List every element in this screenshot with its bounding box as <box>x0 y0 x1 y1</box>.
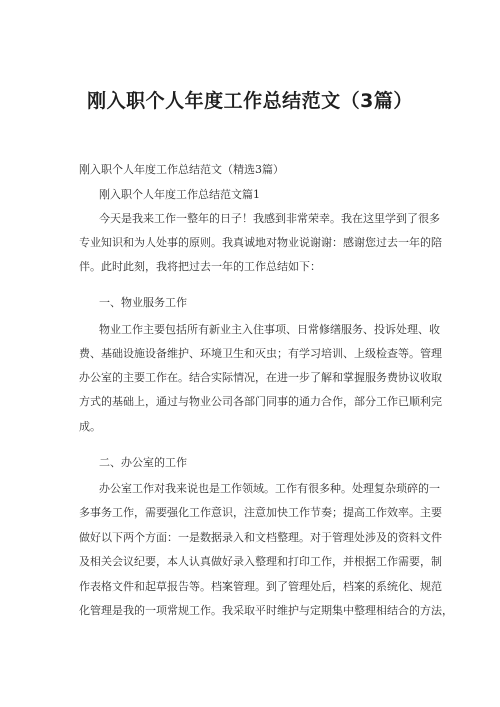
paragraph-line: 办公室的主要工作在。结合实际情况，在进一步了解和掌握服务费协议收取 <box>79 371 442 384</box>
paragraph-line: 化管理是我的一项常规工作。我采取平时维护与定期集中整理相结合的方法， <box>79 604 453 617</box>
article-title: 刚入职个人年度工作总结范文篇1 <box>99 188 260 201</box>
paragraph-line: 做好以下两个方面：一是数据录入和文档整理。对于管理处涉及的资料文件 <box>79 531 442 544</box>
paragraph-line: 及相关会议纪要，本人认真做好录入整理和打印工作，并根据工作需要，制 <box>79 555 442 568</box>
paragraph-line: 多事务工作，需要强化工作意识，注意加快工作节奏；提高工作效率。主要 <box>79 506 442 519</box>
paragraph-line: 费、基础设施设备维护、环境卫生和灭虫；有学习培训、上级检查等。管理 <box>79 347 442 360</box>
section-heading: 二、办公室的工作 <box>99 456 187 469</box>
document-subtitle: 刚入职个人年度工作总结范文（精选3篇） <box>79 163 284 176</box>
paragraph-line: 伴。此时此刻，我将把过去一年的工作总结如下： <box>79 260 321 273</box>
paragraph-line: 物业工作主要包括所有新业主入住事项、日常修缮服务、投诉处理、收 <box>99 323 440 336</box>
paragraph-line: 方式的基础上，通过与物业公司各部门同事的通力合作，部分工作已顺利完 <box>79 395 442 408</box>
section-heading: 一、物业服务工作 <box>99 296 187 309</box>
paragraph-line: 成。 <box>79 420 101 433</box>
paragraph-line: 专业知识和为人处事的原则。我真诚地对物业说谢谢：感谢您过去一年的陪 <box>79 236 442 249</box>
document-title: 刚入职个人年度工作总结范文（3篇） <box>87 90 413 112</box>
paragraph-line: 今天是我来工作一整年的日子！我感到非常荣幸。我在这里学到了很多 <box>99 212 440 225</box>
paragraph-line: 办公室工作对我来说也是工作领域。工作有很多种。处理复杂琐碎的一 <box>99 482 440 495</box>
paragraph-line: 作表格文件和起草报告等。档案管理。到了管理处后，档案的系统化、规范 <box>79 580 442 593</box>
